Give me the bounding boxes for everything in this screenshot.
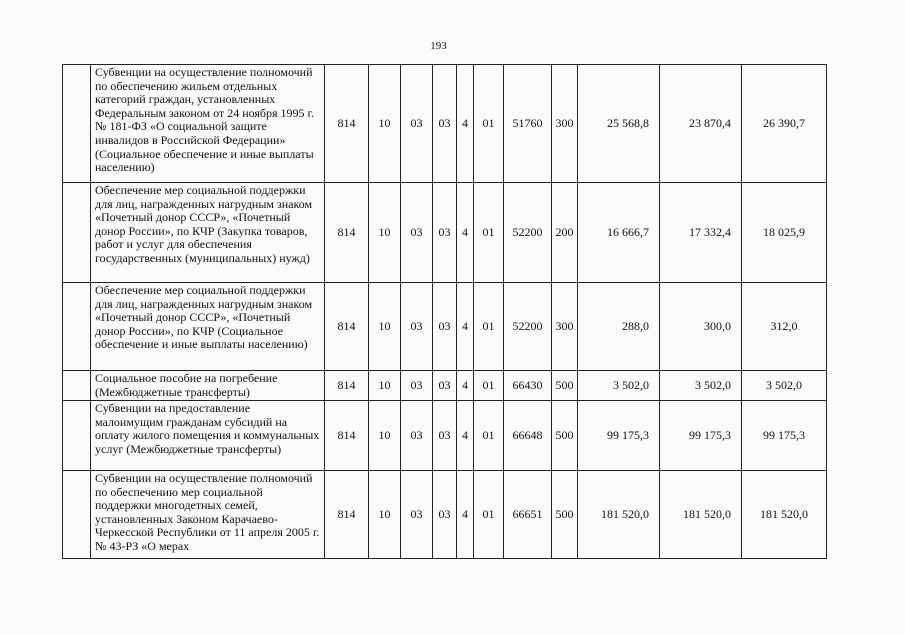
program-cell: 03: [433, 283, 457, 371]
expense-type-cell: 500: [552, 401, 578, 471]
amount-year3-cell: 312,0: [742, 283, 827, 371]
amount-year2-cell: 300,0: [660, 283, 742, 371]
subprogram-cell: 4: [457, 371, 474, 401]
expense-type-cell: 500: [552, 471, 578, 559]
ministry-cell: 814: [325, 401, 369, 471]
row-index-cell: [63, 283, 91, 371]
description-cell: Субвенции на предоставление малоимущим гражданам субсидий на оплату жилого помещения и коммунальных услуг (Межбюджетные трансферты): [91, 401, 325, 471]
amount-year1-cell: 99 175,3: [578, 401, 660, 471]
description-cell: Обеспечение мер социальной поддержки для лиц, награжденных нагрудным знаком «Почетный донор СССР», «Почетный донор России», по КЧР (Социальное обеспечение и иные выплаты населению): [91, 283, 325, 371]
program-cell: 03: [433, 471, 457, 559]
subprogram-cell: 4: [457, 471, 474, 559]
table-body: [63, 65, 827, 559]
amount-year2-cell: 3 502,0: [660, 371, 742, 401]
ministry-cell: 814: [325, 471, 369, 559]
section-cell: 10: [369, 471, 401, 559]
row-index-cell: [63, 371, 91, 401]
amount-year3-cell: 3 502,0: [742, 371, 827, 401]
section-cell: 10: [369, 183, 401, 283]
amount-year1-cell: 16 666,7: [578, 183, 660, 283]
subprogram-cell: 4: [457, 183, 474, 283]
amount-year3-cell: 99 175,3: [742, 401, 827, 471]
subprogram-cell: 4: [457, 401, 474, 471]
direction-cell: 66648: [504, 401, 552, 471]
expense-type-cell: 300: [552, 283, 578, 371]
amount-year3-cell: 26 390,7: [742, 65, 827, 183]
table-row: [63, 183, 827, 283]
subprogram-cell: 4: [457, 283, 474, 371]
ministry-cell: 814: [325, 183, 369, 283]
subsection-cell: 03: [401, 371, 433, 401]
main-event-cell: 01: [474, 371, 504, 401]
direction-cell: 66430: [504, 371, 552, 401]
table-row: [63, 371, 827, 401]
expense-type-cell: 300: [552, 65, 578, 183]
row-index-cell: [63, 401, 91, 471]
description-cell: Субвенции на осуществление полномочий по обеспечению мер социальной поддержки многодетных семей, установленных Законом Карачаево-Черкесской Республики от 11 апреля 2005 г. № 43-РЗ «О мерах: [91, 471, 325, 559]
subsection-cell: 03: [401, 471, 433, 559]
expense-type-cell: 200: [552, 183, 578, 283]
amount-year2-cell: 23 870,4: [660, 65, 742, 183]
table-row: [63, 471, 827, 559]
table-row: [63, 401, 827, 471]
description-cell: Социальное пособие на погребение (Межбюджетные трансферты): [91, 371, 325, 401]
budget-table: [62, 64, 827, 559]
expense-type-cell: 500: [552, 371, 578, 401]
ministry-cell: 814: [325, 65, 369, 183]
section-cell: 10: [369, 371, 401, 401]
ministry-cell: 814: [325, 283, 369, 371]
subsection-cell: 03: [401, 183, 433, 283]
amount-year3-cell: 18 025,9: [742, 183, 827, 283]
main-event-cell: 01: [474, 283, 504, 371]
row-index-cell: [63, 471, 91, 559]
main-event-cell: 01: [474, 65, 504, 183]
subprogram-cell: 4: [457, 65, 474, 183]
page-number: 193: [430, 40, 447, 52]
amount-year1-cell: 25 568,8: [578, 65, 660, 183]
amount-year2-cell: 99 175,3: [660, 401, 742, 471]
amount-year2-cell: 17 332,4: [660, 183, 742, 283]
program-cell: 03: [433, 371, 457, 401]
amount-year2-cell: 181 520,0: [660, 471, 742, 559]
main-event-cell: 01: [474, 471, 504, 559]
table-row: [63, 283, 827, 371]
subsection-cell: 03: [401, 283, 433, 371]
ministry-cell: 814: [325, 371, 369, 401]
table-row: [63, 65, 827, 183]
direction-cell: 66651: [504, 471, 552, 559]
amount-year3-cell: 181 520,0: [742, 471, 827, 559]
section-cell: 10: [369, 401, 401, 471]
description-cell: Обеспечение мер социальной поддержки для лиц, награжденных нагрудным знаком «Почетный донор СССР», «Почетный донор России», по КЧР (Закупка товаров, работ и услуг для обеспечения государственных (муниципальных) нужд): [91, 183, 325, 283]
subsection-cell: 03: [401, 65, 433, 183]
section-cell: 10: [369, 65, 401, 183]
direction-cell: 52200: [504, 183, 552, 283]
row-index-cell: [63, 183, 91, 283]
section-cell: 10: [369, 283, 401, 371]
amount-year1-cell: 181 520,0: [578, 471, 660, 559]
amount-year1-cell: 3 502,0: [578, 371, 660, 401]
program-cell: 03: [433, 65, 457, 183]
direction-cell: 52200: [504, 283, 552, 371]
subsection-cell: 03: [401, 401, 433, 471]
amount-year1-cell: 288,0: [578, 283, 660, 371]
main-event-cell: 01: [474, 401, 504, 471]
main-event-cell: 01: [474, 183, 504, 283]
row-index-cell: [63, 65, 91, 183]
program-cell: 03: [433, 183, 457, 283]
description-cell: Субвенции на осуществление полномочий по обеспечению жильем отдельных категорий граждан, установленных Федеральным законом от 24 ноября 1995 г. № 181-ФЗ «О социальной защите инвалидов в Российской Федерации» (Социальное обеспечение и иные выплаты населению): [91, 65, 325, 183]
direction-cell: 51760: [504, 65, 552, 183]
program-cell: 03: [433, 401, 457, 471]
